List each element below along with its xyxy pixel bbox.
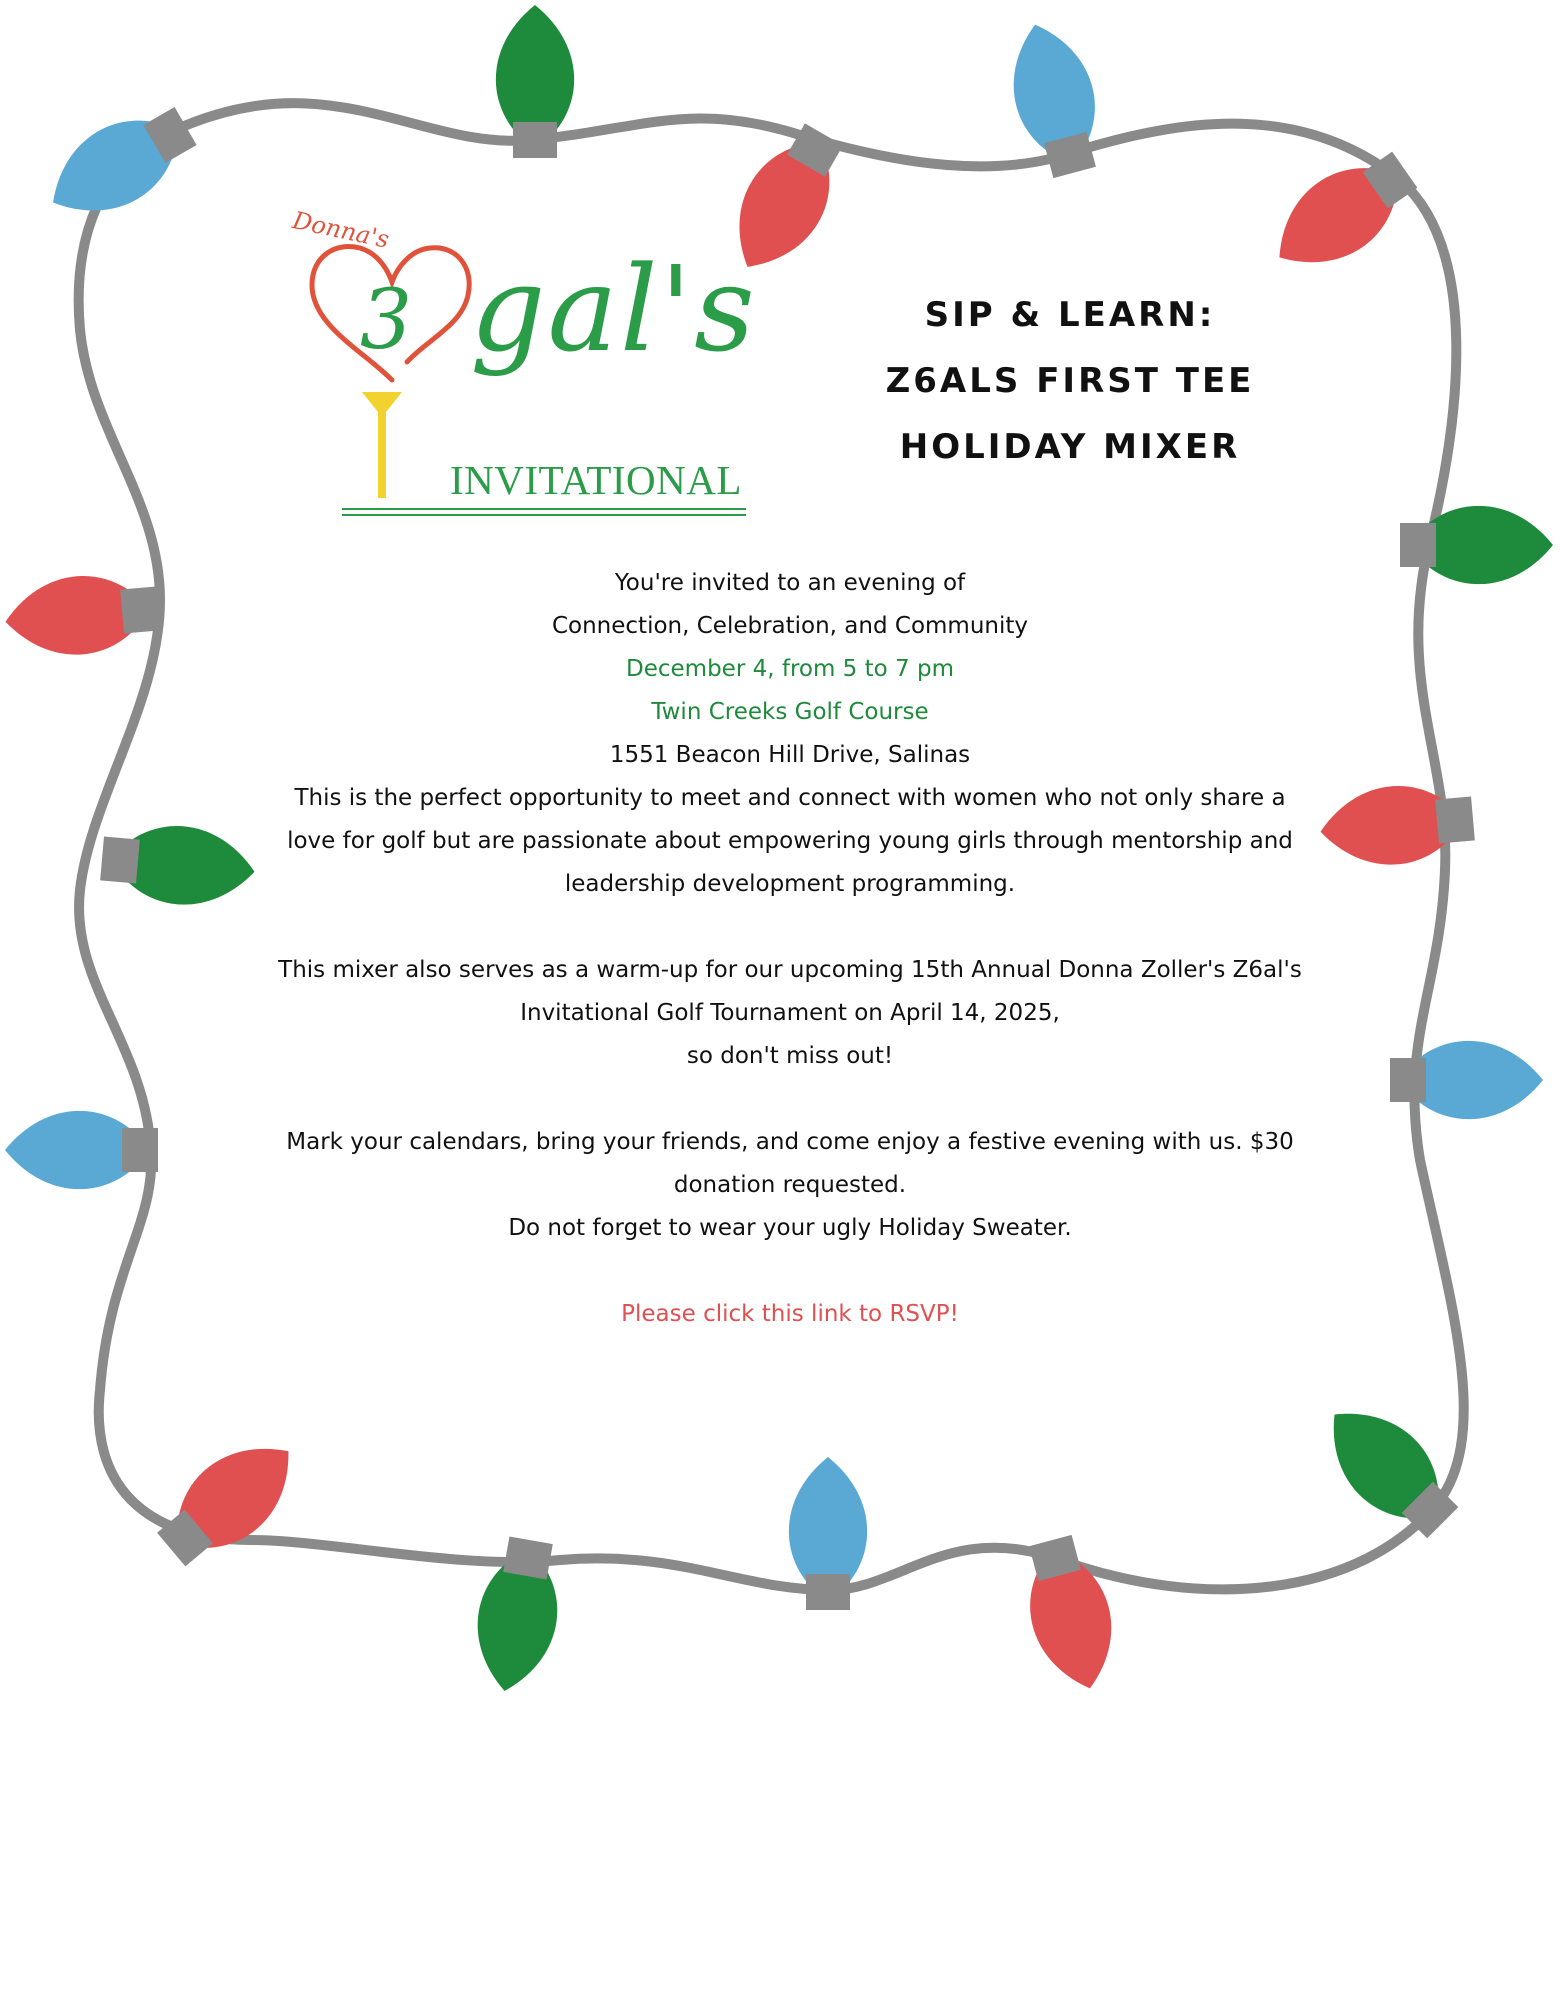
paragraph-sweater: Do not forget to wear your ugly Holiday Sweater.	[508, 1215, 1072, 1241]
rsvp-link[interactable]: Please click this link to RSVP!	[621, 1301, 959, 1327]
event-logo	[280, 206, 760, 530]
title-line: HOLIDAY MIXER	[899, 427, 1241, 467]
event-title	[840, 282, 1300, 480]
bulb	[1317, 779, 1476, 870]
logo-donnas: Donna's	[290, 206, 392, 254]
paragraph-tournament-end: so don't miss out!	[686, 1043, 894, 1069]
paragraph-tournament: This mixer also serves as a warm-up for our upcoming 15th Annual Donna Zoller's Z6al's Invitational Golf Tournament on April 14, 2025,	[278, 957, 1302, 1026]
golf-tee-icon	[360, 390, 404, 500]
invitation-body	[270, 562, 1310, 1336]
paragraph-opportunity: This is the perfect opportunity to meet and connect with women who not only share a love for golf but are passionate about empowering young girls through mentorship and leadership development programming.	[287, 785, 1293, 897]
bulb	[1307, 1387, 1471, 1551]
logo-underline	[342, 514, 746, 516]
paragraph-calendar: Mark your calendars, bring your friends, and come enjoy a festive evening with us. $30 donation requested.	[286, 1129, 1294, 1198]
logo-gals: gal's	[470, 240, 757, 378]
invite-intro: You're invited to an evening of	[614, 570, 966, 596]
event-venue: Twin Creeks Golf Course	[651, 699, 929, 725]
bulb	[34, 92, 206, 236]
bulb	[99, 819, 258, 910]
bulb	[2, 569, 161, 660]
logo-three: 3	[360, 273, 413, 368]
logo-underline	[342, 508, 746, 510]
event-date: December 4, from 5 to 7 pm	[626, 656, 954, 682]
invite-tagline: Connection, Celebration, and Community	[551, 613, 1029, 639]
bulb	[5, 1111, 158, 1189]
title-line: Z6ALS FIRST TEE	[885, 361, 1255, 401]
bulb	[1257, 138, 1427, 290]
bulb	[997, 14, 1112, 182]
event-address: 1551 Beacon Hill Drive, Salinas	[609, 742, 971, 768]
logo-invitational: INVITATIONAL	[450, 457, 742, 503]
title-line: SIP & LEARN:	[924, 295, 1216, 335]
bulb	[146, 1421, 314, 1579]
